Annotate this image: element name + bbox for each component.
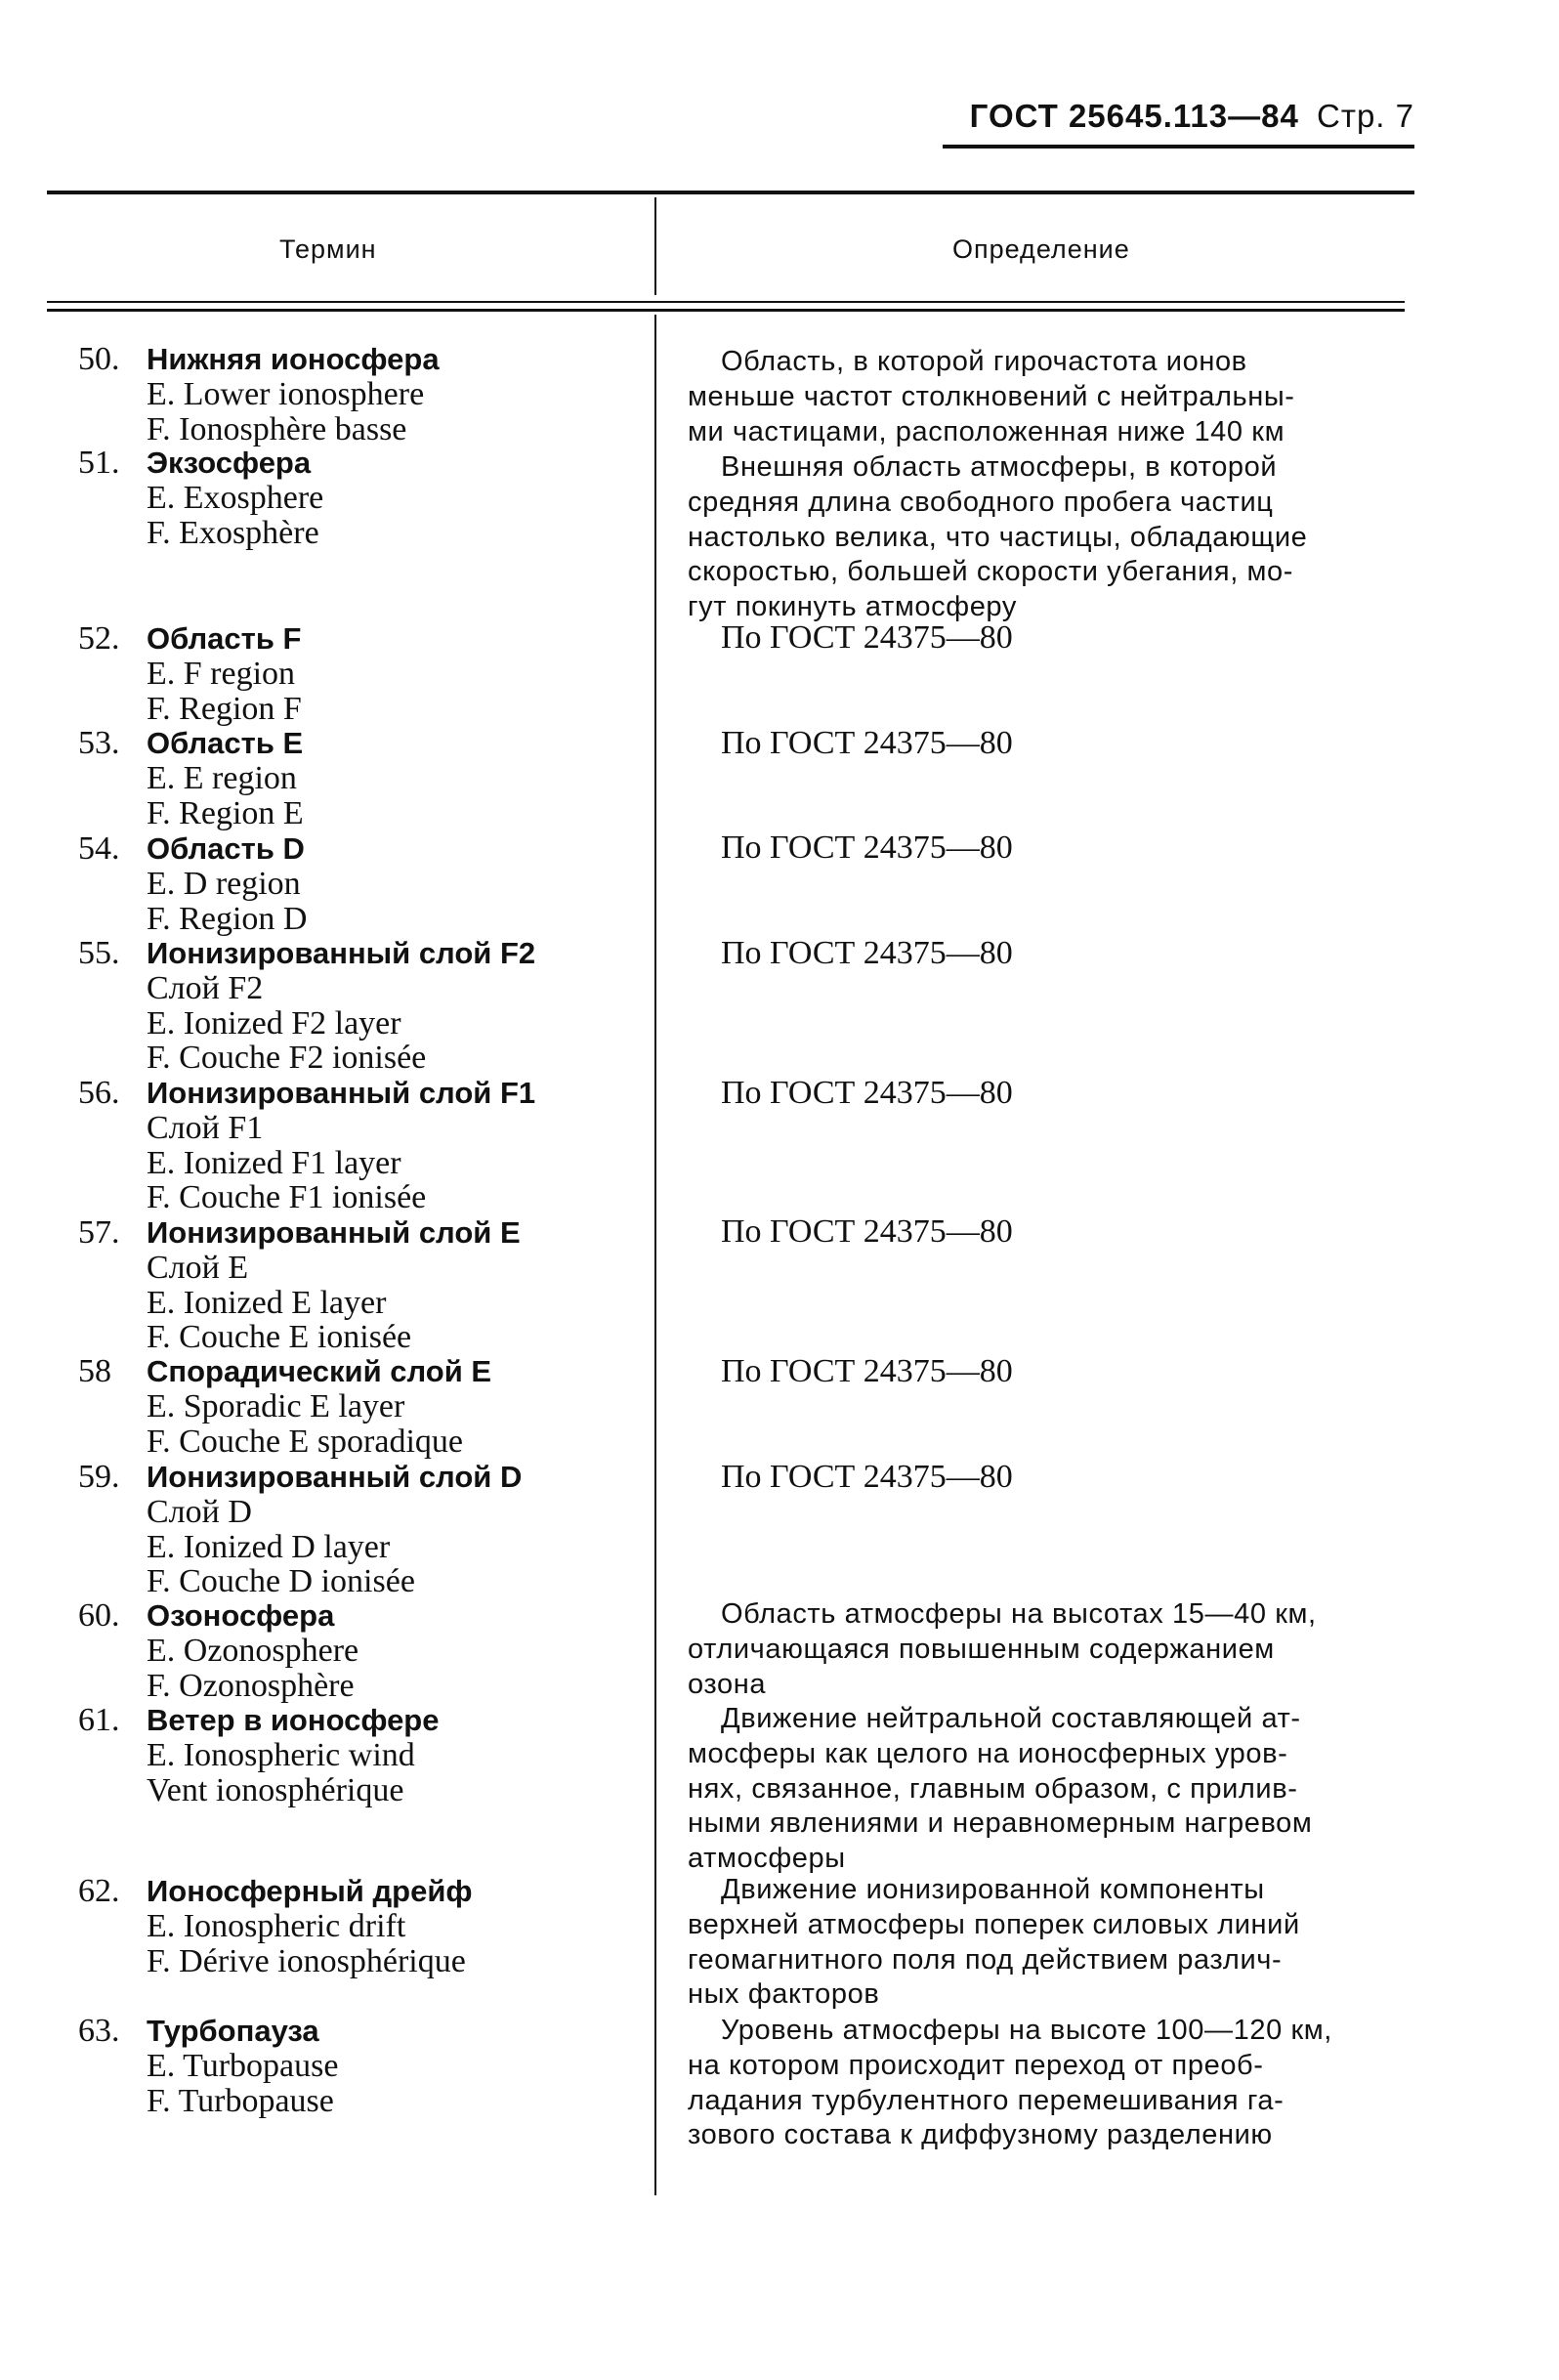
- term-number: 50.: [78, 341, 120, 377]
- header-bottom-rule: [47, 301, 1405, 303]
- definition-line: на котором происходит переход от преоб-: [688, 2049, 1264, 2081]
- term-french: F. Couche D ionisée: [147, 1563, 415, 1600]
- term-number: 54.: [78, 830, 120, 867]
- term-number: 56.: [78, 1075, 120, 1111]
- definition-line: настолько велика, что частицы, обладающие: [688, 521, 1308, 553]
- definition-line: мосферы как целого на ионосферных уров-: [688, 1737, 1288, 1769]
- term-english: E. F region: [147, 655, 296, 692]
- definition-entry: [721, 726, 1463, 761]
- definition-line: скоростью, большей скорости убегания, мо-: [688, 556, 1294, 588]
- term-entry: [78, 446, 645, 550]
- definition-entry: [721, 830, 1463, 866]
- term-entry: [78, 1460, 645, 1599]
- definition-line: гут покинуть атмосферу: [688, 591, 1017, 623]
- table-top-rule: [47, 191, 1414, 194]
- term-entry: [78, 1076, 645, 1215]
- term-english: E. Turbopause: [147, 2047, 339, 2084]
- definition-entry: [688, 1873, 1430, 2013]
- term-english: E. D region: [147, 865, 301, 902]
- term-entry: [78, 726, 645, 830]
- term-number: 61.: [78, 1702, 120, 1738]
- definition-line: По ГОСТ 24375—80: [721, 829, 1013, 866]
- definition-line: По ГОСТ 24375—80: [721, 1353, 1013, 1389]
- definition-line: Область, в которой гирочастота ионов: [721, 346, 1247, 377]
- term-number: 58: [78, 1353, 111, 1389]
- header-bottom-rule-double: [47, 309, 1405, 312]
- term-russian: Ионизированный слой F2: [147, 936, 536, 970]
- term-russian: Ионизированный слой E: [147, 1215, 521, 1250]
- term-russian: Ионизированный слой F1: [147, 1076, 536, 1110]
- definition-line: атмосферы: [688, 1843, 846, 1875]
- definition-entry: [721, 1076, 1463, 1111]
- term-french: F. Region E: [147, 794, 304, 831]
- definition-line: зового состава к диффузному разделению: [688, 2119, 1273, 2151]
- term-synonym: Слой D: [147, 1493, 252, 1530]
- term-english: E. Ionospheric drift: [147, 1907, 406, 1944]
- term-french: F. Couche E ionisée: [147, 1319, 412, 1356]
- term-russian: Область D: [147, 831, 305, 866]
- definition-entry: [688, 1597, 1430, 1702]
- definition-entry: [721, 1460, 1463, 1495]
- definition-line: Движение нейтральной составляющей ат-: [721, 1703, 1301, 1734]
- term-russian: Ветер в ионосфере: [147, 1703, 440, 1737]
- term-french: F. Turbopause: [147, 2082, 334, 2119]
- term-english: E. Sporadic E layer: [147, 1387, 405, 1424]
- definition-line: ми частицами, расположенная ниже 140 км: [688, 415, 1285, 447]
- definition-line: озона: [688, 1668, 767, 1700]
- term-french: F. Ionosphère basse: [147, 410, 407, 447]
- term-russian: Турбопауза: [147, 2014, 319, 2048]
- term-english: E. Ozonosphere: [147, 1632, 359, 1669]
- term-entry: [78, 342, 645, 446]
- definition-line: Область атмосферы на высотах 15—40 км,: [721, 1598, 1317, 1630]
- definition-entry: [688, 1702, 1430, 1877]
- term-number: 62.: [78, 1873, 120, 1909]
- page-header: [970, 98, 1414, 135]
- term-english: E. Ionospheric wind: [147, 1736, 415, 1773]
- term-entry: [78, 1598, 645, 1703]
- column-divider: [654, 315, 656, 2195]
- definition-line: Внешняя область атмосферы, в которой: [721, 451, 1278, 483]
- term-number: 51.: [78, 445, 120, 481]
- definition-line: верхней атмосферы поперек силовых линий: [688, 1908, 1300, 1940]
- definition-line: Уровень атмосферы на высоте 100—120 км,: [721, 2015, 1332, 2046]
- term-synonym: Слой F1: [147, 1109, 264, 1146]
- definition-line: нях, связанное, главным образом, с прилив-: [688, 1772, 1298, 1805]
- header-rule: [943, 145, 1414, 149]
- term-russian: Озоносфера: [147, 1598, 335, 1633]
- term-entry: [78, 831, 645, 936]
- term-french: F. Couche E sporadique: [147, 1423, 463, 1460]
- definition-entry: [721, 1214, 1463, 1250]
- definition-line: геомагнитного поля под действием различ-: [688, 1943, 1283, 1976]
- standard-number: ГОСТ 25645.113—84: [969, 98, 1299, 134]
- definition-line: По ГОСТ 24375—80: [721, 725, 1013, 761]
- page-number: Стр. 7: [1317, 98, 1414, 134]
- term-english: E. Exosphere: [147, 479, 324, 516]
- term-synonym: Слой F2: [147, 969, 264, 1006]
- definition-line: ных факторов: [688, 1978, 880, 2011]
- term-french: F. Couche F1 ionisée: [147, 1179, 427, 1216]
- column-header-definition: Определение: [952, 234, 1130, 264]
- term-entry: [78, 936, 645, 1076]
- term-english: E. E region: [147, 759, 297, 796]
- definition-line: Движение ионизированной компоненты: [721, 1874, 1265, 1905]
- term-entry: [78, 1215, 645, 1355]
- definition-line: По ГОСТ 24375—80: [721, 1459, 1013, 1495]
- term-english: E. Ionized D layer: [147, 1528, 391, 1565]
- definition-line: меньше частот столкновений с нейтральны-: [688, 380, 1295, 412]
- term-russian: Область F: [147, 621, 302, 656]
- term-french: F. Dérive ionosphérique: [147, 1942, 466, 1979]
- term-french: F. Ozonosphère: [147, 1667, 355, 1704]
- term-entry: [78, 1703, 645, 1807]
- term-french: F. Region F: [147, 690, 302, 727]
- definition-line: По ГОСТ 24375—80: [721, 935, 1013, 971]
- definition-line: средняя длина свободного пробега частиц: [688, 486, 1274, 518]
- term-entry: [78, 621, 645, 726]
- term-french: F. Region D: [147, 900, 308, 937]
- term-number: 63.: [78, 2013, 120, 2049]
- term-russian: Ионосферный дрейф: [147, 1874, 473, 1908]
- column-divider-header: [654, 197, 656, 295]
- definition-line: По ГОСТ 24375—80: [721, 1075, 1013, 1111]
- definition-entry: [688, 2014, 1430, 2153]
- term-english: E. Lower ionosphere: [147, 375, 425, 412]
- term-number: 57.: [78, 1214, 120, 1251]
- term-french: F. Couche F2 ionisée: [147, 1040, 427, 1077]
- term-english: E. Ionized F2 layer: [147, 1004, 401, 1041]
- term-number: 55.: [78, 935, 120, 971]
- definition-line: ными явлениями и неравномерным нагревом: [688, 1807, 1313, 1840]
- term-russian: Экзосфера: [147, 446, 312, 480]
- definition-entry: [721, 936, 1463, 971]
- term-russian: Нижняя ионосфера: [147, 342, 440, 376]
- definition-line: отличающаяся повышенным содержанием: [688, 1633, 1275, 1665]
- definition-entry: [721, 1354, 1463, 1389]
- definition-entry: [721, 620, 1463, 656]
- term-number: 53.: [78, 725, 120, 761]
- definition-line: ладания турбулентного перемешивания га-: [688, 2084, 1285, 2116]
- term-russian: Ионизированный слой D: [147, 1460, 523, 1494]
- term-number: 52.: [78, 620, 120, 657]
- term-russian: Область E: [147, 726, 304, 760]
- term-synonym: Слой E: [147, 1249, 249, 1286]
- term-entry: [78, 1354, 645, 1459]
- term-entry: [78, 2014, 645, 2118]
- definition-line: По ГОСТ 24375—80: [721, 1213, 1013, 1250]
- definition-entry: [688, 345, 1430, 449]
- definition-line: По ГОСТ 24375—80: [721, 619, 1013, 656]
- term-number: 60.: [78, 1597, 120, 1634]
- term-english: E. Ionized E layer: [147, 1284, 387, 1321]
- term-english: E. Ionized F1 layer: [147, 1144, 401, 1181]
- term-french: F. Exosphère: [147, 514, 319, 551]
- term-russian: Спорадический слой E: [147, 1354, 492, 1388]
- term-french: Vent ionosphérique: [147, 1771, 404, 1808]
- column-header-term: Термин: [279, 234, 377, 264]
- term-entry: [78, 1874, 645, 1978]
- definition-entry: [688, 450, 1430, 625]
- term-number: 59.: [78, 1459, 120, 1495]
